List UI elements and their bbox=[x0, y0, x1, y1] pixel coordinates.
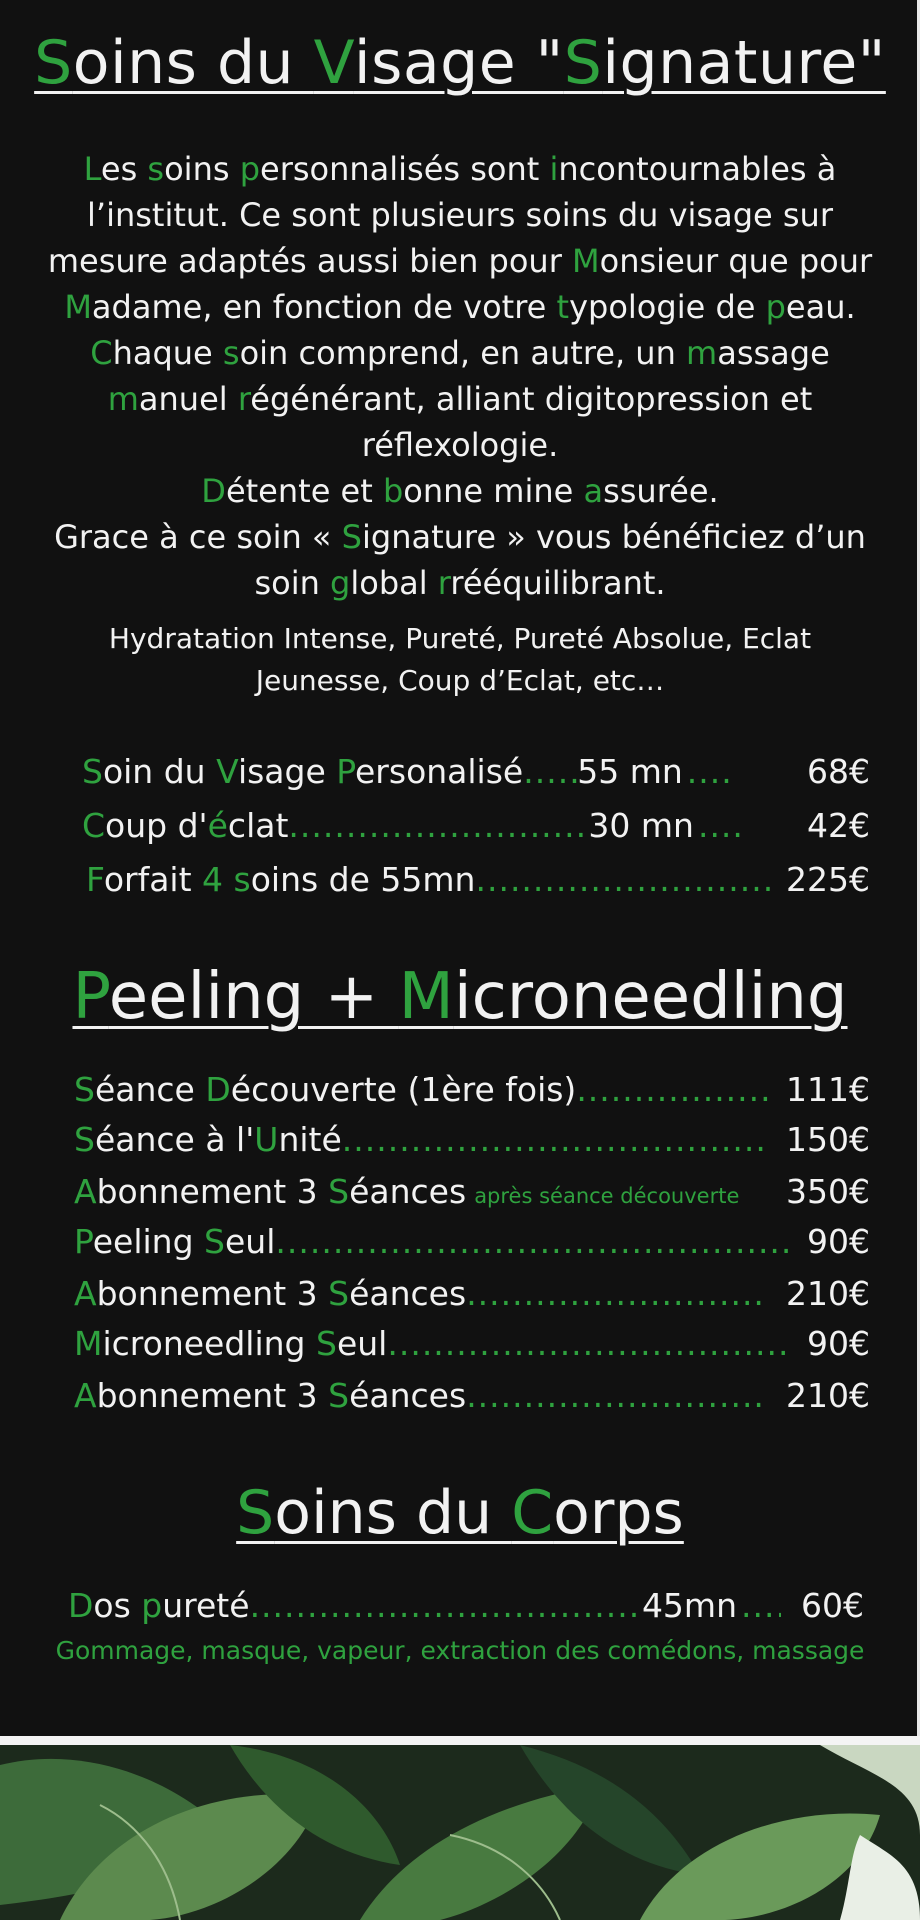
item-duration: 45mn bbox=[641, 1586, 737, 1625]
price-row-peeling bbox=[74, 1120, 870, 1159]
dot-leader bbox=[475, 860, 776, 899]
item-name: Abonnement 3 Séances bbox=[74, 1274, 467, 1313]
intro-line: manuel régénérant, alliant digitopression et bbox=[107, 380, 813, 418]
section-title-soins-corps: Soins du Corps bbox=[236, 1478, 684, 1548]
dot-leader bbox=[387, 1324, 789, 1363]
intro-line: Grace à ce soin « Signature » vous bénéficiez d’un bbox=[54, 518, 866, 556]
item-name: Séance Découverte (1ère fois) bbox=[74, 1070, 577, 1109]
dot-leader bbox=[342, 1120, 768, 1159]
dot-leader bbox=[698, 806, 742, 845]
item-name: Coup d'éclat bbox=[82, 806, 289, 845]
price-row-coup-eclat bbox=[82, 806, 870, 845]
intro-line: Détente et bonne mine assurée. bbox=[201, 472, 719, 510]
price-row-dos-purete bbox=[68, 1586, 864, 1625]
dot-leader bbox=[288, 806, 588, 845]
item-price: 210€ bbox=[786, 1274, 870, 1313]
item-price: 350€ bbox=[786, 1172, 870, 1211]
intro-paragraph bbox=[20, 146, 900, 606]
dot-leader bbox=[250, 1586, 642, 1625]
item-price: 68€ bbox=[807, 752, 870, 791]
item-name: Abonnement 3 Séances bbox=[74, 1376, 467, 1415]
price-row-peeling bbox=[74, 1070, 870, 1109]
dot-leader bbox=[275, 1222, 789, 1261]
dot-leader bbox=[576, 1070, 768, 1109]
section-title-peeling: Peeling + Microneedling bbox=[72, 960, 848, 1034]
item-price: 150€ bbox=[786, 1120, 870, 1159]
price-row-peeling bbox=[74, 1324, 870, 1363]
dos-purete-description: Gommage, masque, vapeur, extraction des comédons, massage bbox=[55, 1636, 865, 1665]
price-row-forfait bbox=[86, 860, 870, 899]
types-line: Jeunesse, Coup d’Eclat, etc… bbox=[255, 664, 665, 697]
dot-leader bbox=[687, 752, 731, 791]
item-note: après séance découverte bbox=[474, 1184, 740, 1208]
price-row-peeling bbox=[74, 1376, 870, 1415]
intro-line: Les soins personnalisés sont incontournables à bbox=[83, 150, 837, 188]
item-name: Forfait 4 soins de 55mn bbox=[86, 860, 476, 899]
item-price: 225€ bbox=[786, 860, 870, 899]
foliage-illustration bbox=[0, 1745, 920, 1920]
types-line: Hydratation Intense, Pureté, Pureté Absolue, Eclat bbox=[108, 622, 812, 655]
price-row-peeling bbox=[74, 1274, 870, 1313]
item-price: 90€ bbox=[807, 1222, 870, 1261]
price-row-peeling bbox=[74, 1222, 870, 1261]
item-name: Dos pureté bbox=[68, 1586, 250, 1625]
item-name: Abonnement 3 Séances bbox=[74, 1172, 467, 1211]
item-price: 42€ bbox=[807, 806, 870, 845]
dot-leader bbox=[741, 1586, 781, 1625]
dot-leader bbox=[466, 1376, 768, 1415]
price-row-soin-visage bbox=[82, 752, 870, 791]
treatment-types bbox=[20, 618, 900, 702]
item-price: 111€ bbox=[786, 1070, 870, 1109]
item-duration: 55 mn bbox=[577, 752, 683, 791]
item-price: 90€ bbox=[807, 1324, 870, 1363]
item-price: 210€ bbox=[786, 1376, 870, 1415]
item-price: 60€ bbox=[801, 1586, 864, 1625]
item-name: Séance à l'Unité bbox=[74, 1120, 342, 1159]
section-title-soins-visage: Soins du Visage "Signature" bbox=[34, 28, 886, 98]
intro-line: l’institut. Ce sont plusieurs soins du visage sur bbox=[87, 196, 833, 234]
price-row-peeling bbox=[74, 1172, 870, 1211]
intro-line: Chaque soin comprend, en autre, un massage bbox=[90, 334, 830, 372]
dot-leader bbox=[523, 752, 577, 791]
item-name: Peeling Seul bbox=[74, 1222, 276, 1261]
item-name: Microneedling Seul bbox=[74, 1324, 388, 1363]
intro-line: soin global rrééquilibrant. bbox=[254, 564, 666, 602]
item-duration: 30 mn bbox=[588, 806, 694, 845]
item-name: Soin du Visage Personalisé bbox=[82, 752, 524, 791]
intro-line: Madame, en fonction de votre typologie de peau. bbox=[64, 288, 856, 326]
separator bbox=[0, 1736, 920, 1745]
intro-line: mesure adaptés aussi bien pour Monsieur que pour bbox=[47, 242, 873, 280]
dot-leader bbox=[466, 1274, 768, 1313]
intro-line: réflexologie. bbox=[361, 426, 559, 464]
